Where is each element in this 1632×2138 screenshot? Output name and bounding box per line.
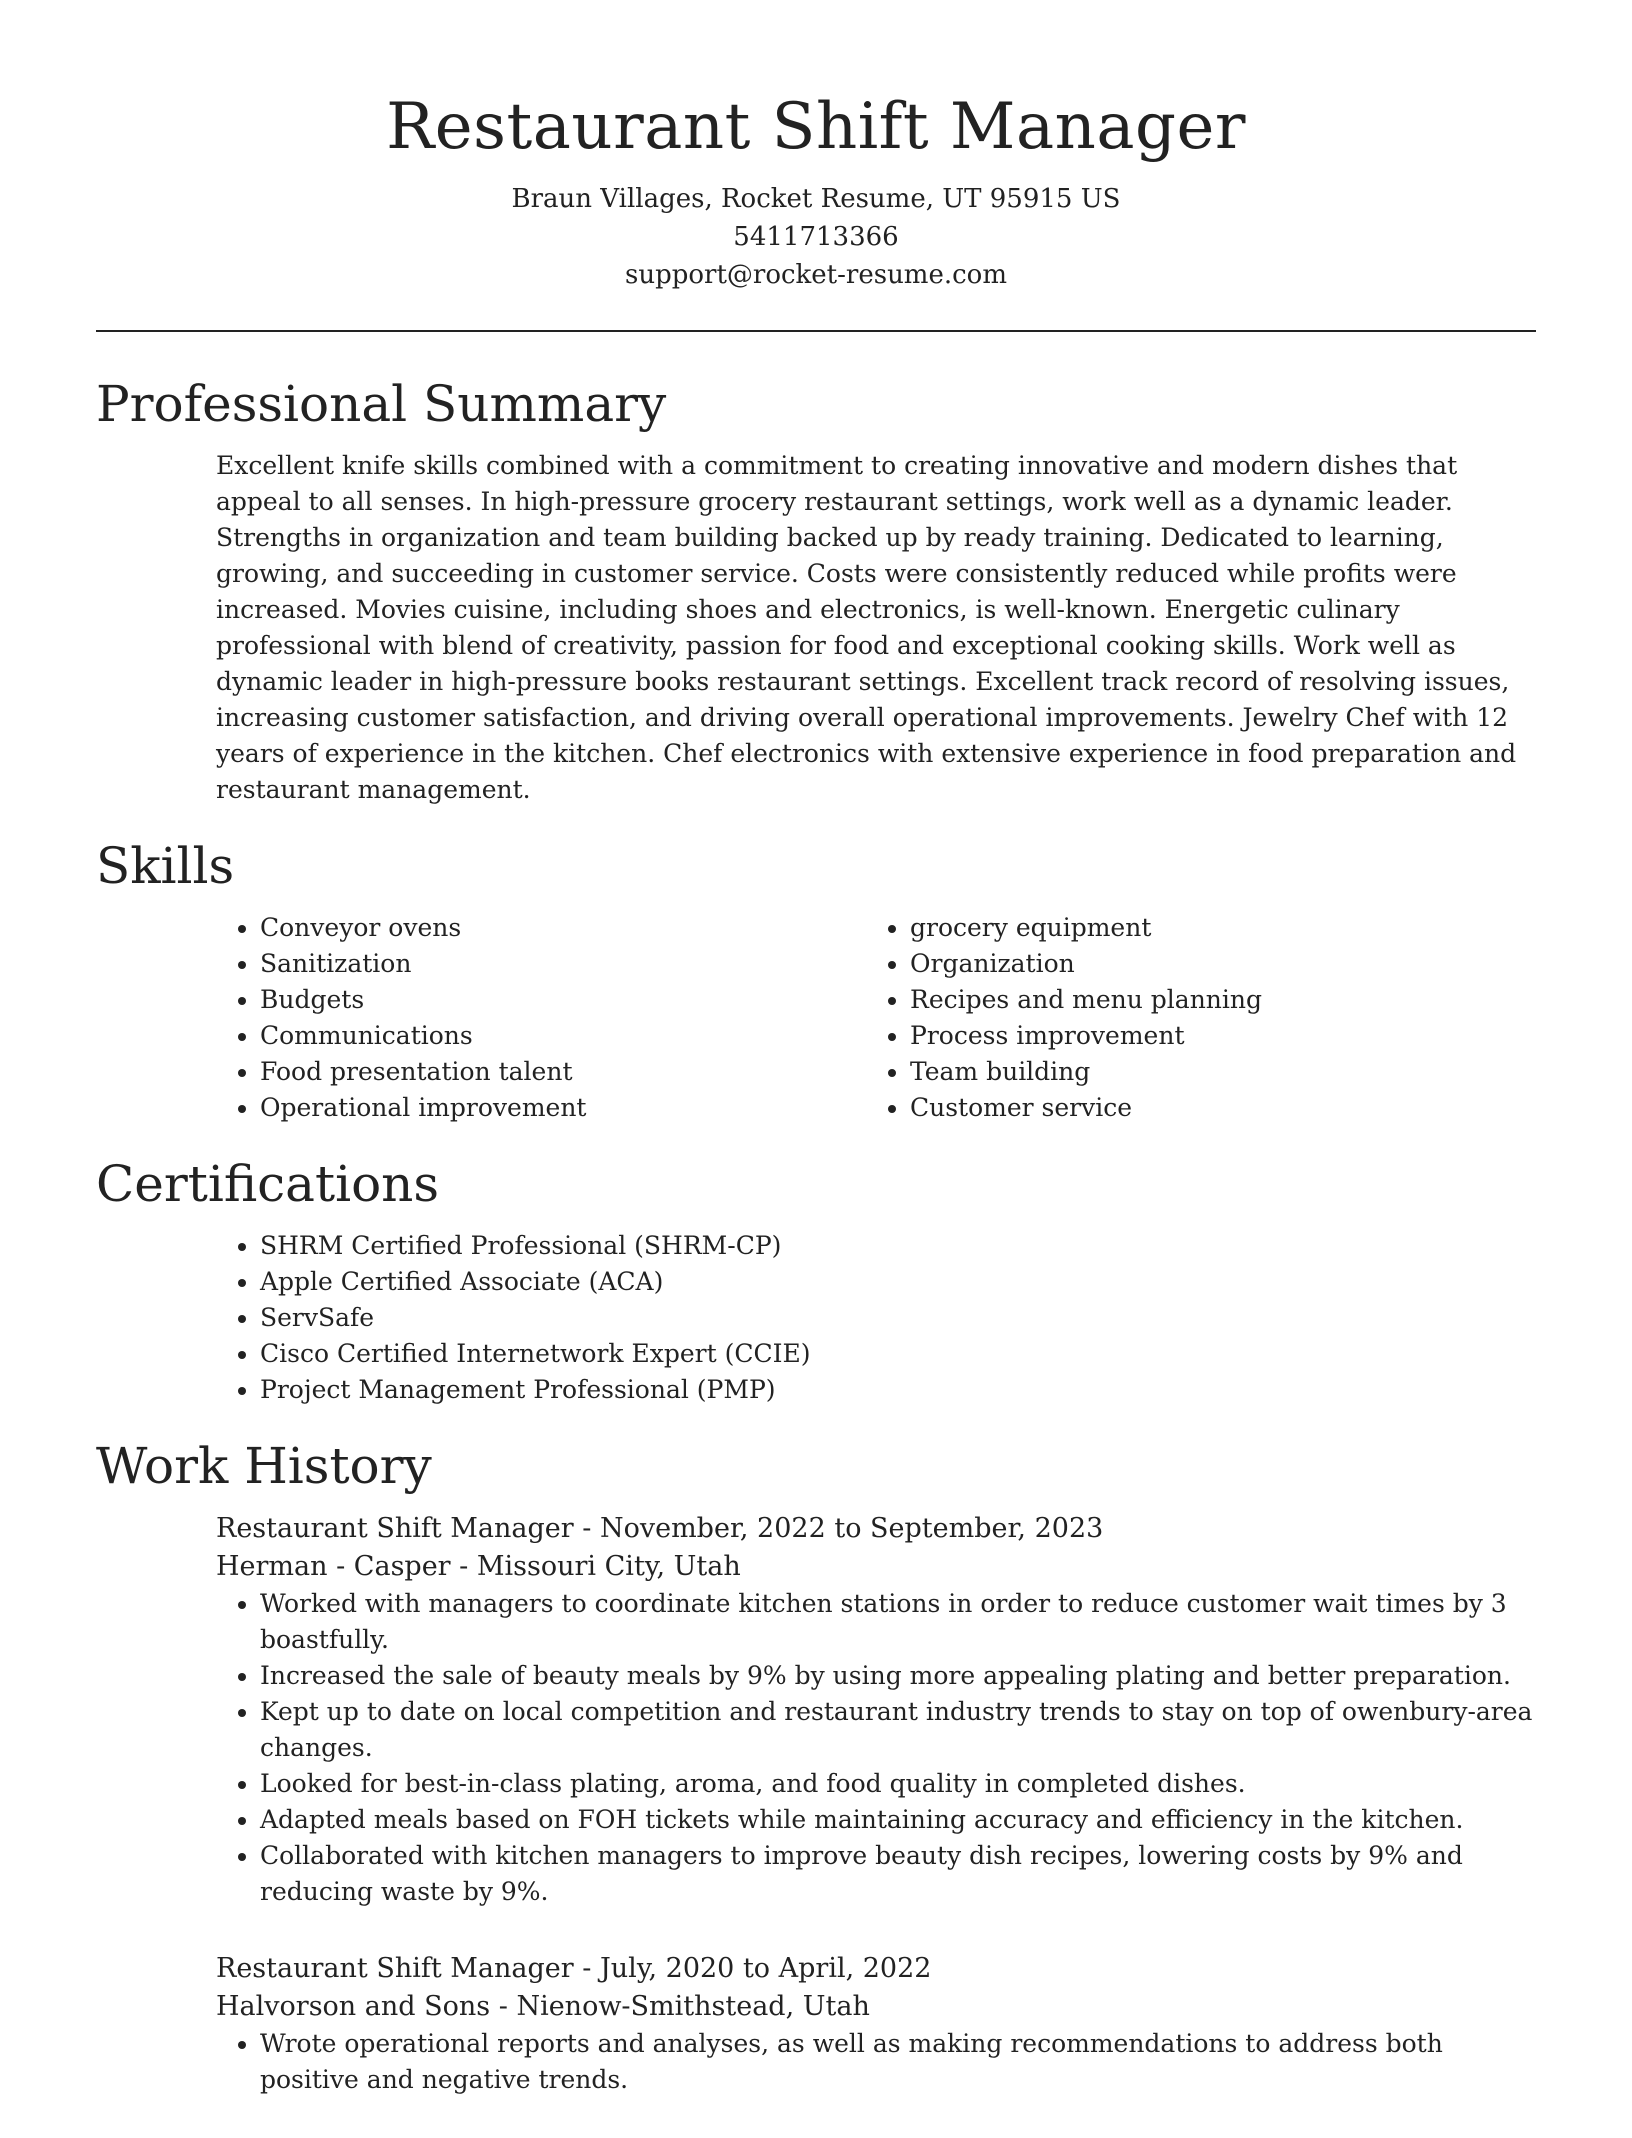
phone: 5411713366 [733, 222, 899, 252]
job-title: Restaurant Shift Manager [216, 1953, 574, 1984]
candidate-name: Restaurant Shift Manager [386, 90, 1246, 164]
certification-item: • SHRM Certified Professional (SHRM-CP) [260, 1228, 1536, 1264]
certification-item: • Cisco Certified Internetwork Expert (CCIE) [260, 1336, 1536, 1372]
skill-item: • Conveyor ovens [260, 910, 866, 946]
job-duty-item: • Looked for best-in-class plating, aroma, and food quality in completed dishes. [260, 1766, 1536, 1802]
job-duty-item: • Adapted meals based on FOH tickets while maintaining accuracy and efficiency in the kitchen. [260, 1802, 1536, 1838]
job-dates: November, 2022 to September, 2023 [599, 1513, 1104, 1544]
resume-page [96, 0, 1536, 2138]
certifications-section [96, 1152, 1536, 1408]
job-entry [216, 1510, 1536, 1910]
skill-item: • Customer service [910, 1090, 1516, 1126]
skill-item: • Budgets [260, 982, 866, 1018]
certification-item: • Apple Certified Associate (ACA) [260, 1264, 1536, 1300]
skill-item: • Process improvement [910, 1018, 1516, 1054]
resume-header [96, 0, 1536, 294]
skills-column-right [866, 910, 1516, 1126]
address: Braun Villages, Rocket Resume, UT 95915 US [511, 184, 1121, 214]
work-history-heading: Work History [96, 1437, 432, 1495]
skill-item: • Food presentation talent [260, 1054, 866, 1090]
skill-item: • Operational improvement [260, 1090, 866, 1126]
skill-item: • Team building [910, 1054, 1516, 1090]
summary-text: Excellent knife skills combined with a commitment to creating innovative and modern dishes that appeal to all senses. In high-pressure grocery restaurant settings, work well as a dynamic leader. Strengths in organization and team building backed up by ready training. Dedicated to learning, growing, and succeeding in customer service. Costs were consistently reduced while profits were increased. Movies cuisine, including shoes and electronics, is well-known. Energetic culinary professional with blend of creativity, passion for food and exceptional cooking skills. Work well as dynamic leader in high-pressure books restaurant settings. Excellent track record of resolving issues, increasing customer satisfaction, and driving overall operational improvements. Jewelry Chef with 12 years of experience in the kitchen. Chef electronics with extensive experience in food preparation and restaurant management. [216, 451, 1517, 804]
skills-column-left [216, 910, 866, 1126]
certifications-list [216, 1228, 1536, 1408]
job-duty-item: • Collaborated with kitchen managers to improve beauty dish recipes, lowering costs by 9% and reducing waste by 9%. [260, 1838, 1536, 1910]
email: support@rocket-resume.com [624, 260, 1007, 290]
certification-item: • ServSafe [260, 1300, 1536, 1336]
job-dates: July, 2020 to April, 2022 [599, 1953, 932, 1984]
skill-item: • Recipes and menu planning [910, 982, 1516, 1018]
job-duty-item: • Increased the sale of beauty meals by 9% by using more appealing plating and better preparation. [260, 1658, 1536, 1694]
job-duty-item: • Worked with managers to coordinate kitchen stations in order to reduce customer wait times by 3 boastfully. [260, 1586, 1536, 1658]
skills-section [96, 834, 1536, 1126]
skills-heading: Skills [96, 837, 235, 895]
skills-list-right [866, 910, 1516, 1126]
summary-section [96, 372, 1536, 808]
skill-item: • Sanitization [260, 946, 866, 982]
job-title: Restaurant Shift Manager [216, 1513, 574, 1544]
job-company: Halvorson and Sons [216, 1991, 491, 2022]
contact-info [96, 180, 1536, 294]
job-title-line: Restaurant Shift Manager - July, 2020 to April, 2022 [216, 1953, 932, 1984]
job-title-line: Restaurant Shift Manager - November, 2022 to September, 2023 [216, 1513, 1104, 1544]
summary-content [216, 448, 1536, 808]
job-entry [216, 1950, 1536, 2098]
header-divider [96, 330, 1536, 332]
job-duty-item: • Kept up to date on local competition and restaurant industry trends to stay on top of owenbury-area changes. [260, 1694, 1536, 1766]
certification-item: • Project Management Professional (PMP) [260, 1372, 1536, 1408]
skills-grid [216, 910, 1536, 1126]
job-duty-item: • Wrote operational reports and analyses, as well as making recommendations to address both positive and negative trends. [260, 2026, 1536, 2098]
job-duties-list [216, 1586, 1536, 1910]
job-location: Missouri City, Utah [476, 1551, 741, 1582]
work-history-section [96, 1434, 1536, 2098]
job-company-line: Herman - Casper - Missouri City, Utah [216, 1551, 741, 1582]
skill-item: • Communications [260, 1018, 866, 1054]
certifications-content [216, 1228, 1536, 1408]
summary-heading: Professional Summary [96, 375, 667, 433]
certifications-heading: Certifications [96, 1155, 440, 1213]
job-company-line: Halvorson and Sons - Nienow-Smithstead, Utah [216, 1991, 870, 2022]
job-location: Nienow-Smithstead, Utah [516, 1991, 870, 2022]
job-duties-list [216, 2026, 1536, 2098]
job-company: Herman - Casper [216, 1551, 451, 1582]
skills-list-left [216, 910, 866, 1126]
skill-item: • Organization [910, 946, 1516, 982]
skill-item: • grocery equipment [910, 910, 1516, 946]
